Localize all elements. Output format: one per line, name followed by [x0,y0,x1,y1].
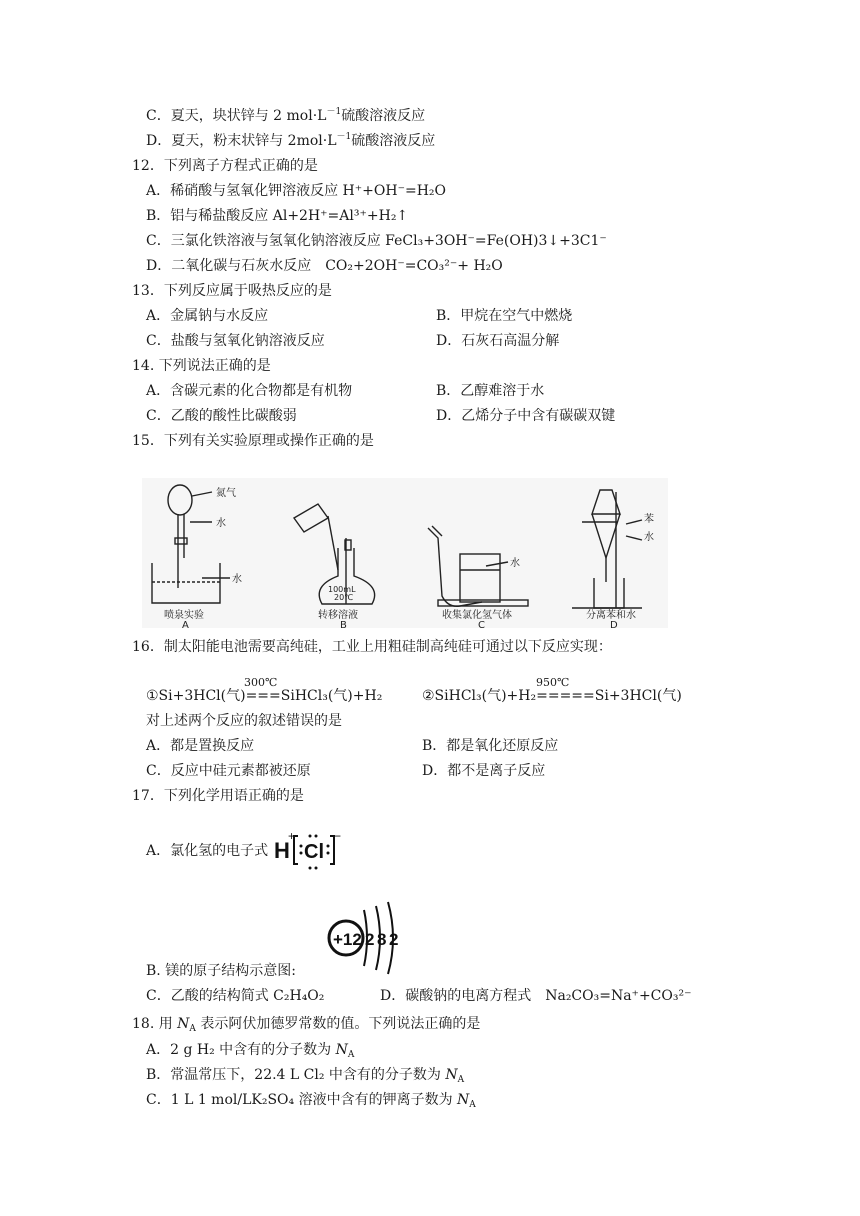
q13-stem: 13．下列反应属于吸热反应的是 [132,283,332,299]
q12-stem: 12．下列离子方程式正确的是 [132,158,318,174]
fig-d-label-water: 水 [644,532,654,543]
hcl-electron-formula-image [272,826,342,878]
q11-option-c: C．夏天，块状锌与 2 $mol\cdot L^{-1}$硫酸溶液反应 [146,107,426,124]
q12-option-a: A．稀硝酸与氢氧化钾溶液反应 H⁺+OH⁻=H₂O [146,183,446,199]
fig-d-letter: D [610,620,618,628]
q18-option-c: C．1 L 1 mol/LK₂SO₄ 溶液中含有的钾离子数为 $N_A$ [146,1092,476,1110]
q17-option-c: C．乙酸的结构简式 C₂H₄O₂ [146,988,325,1004]
hcl-minus-charge: − [334,829,342,843]
q13-option-a: A．金属钠与水反应 [146,308,269,324]
q15-stem: 15．下列有关实验原理或操作正确的是 [132,433,374,449]
mg-shell-1: 2 [365,930,375,949]
fig-c-label-water: 水 [510,558,520,569]
q16-subquestion: 对上述两个反应的叙述错误的是 [146,713,342,729]
q17-option-a: A．氯化氢的电子式 [146,843,269,859]
q16-reaction2-condition: 950℃ [536,676,570,689]
q18-option-a: A．2 g H₂ 中含有的分子数为 $N_A$ [146,1042,355,1060]
q16-reaction1: ①Si+3HCl(气)===SiHCl₃(气)+H₂ [146,688,383,704]
mg-shell-2: 8 [377,930,387,949]
q12-option-b: B．铝与稀盐酸反应 Al+2H⁺=Al³⁺+H₂↑ [146,208,409,224]
q11-option-d: D．夏天，粉末状锌与 $2mol\cdot L^{-1}$硫酸溶液反应 [146,132,436,149]
q14-option-c: C．乙酸的酸性比碳酸弱 [146,408,297,424]
q16-reaction1-condition: 300℃ [244,676,278,689]
q16-option-a: A．都是置换反应 [146,738,255,754]
fig-a-label-water1: 水 [216,518,226,529]
hcl-h-symbol: H [274,838,290,863]
q14-option-a: A．含碳元素的化合物都是有机物 [146,383,353,399]
q17-option-d: D．碳酸钠的电离方程式 Na₂CO₃=Na⁺+CO₃²⁻ [380,988,692,1004]
mg-nucleus-charge: +12 [333,930,362,949]
q14-option-d: D．乙烯分子中含有碳碳双键 [436,408,616,424]
q12-option-d: D．二氧化碳与石灰水反应 CO₂+2OH⁻=CO₃²⁻+ H₂O [146,258,503,274]
q17-option-b: B. 镁的原子结构示意图: [146,963,296,979]
fig-b-flask-temp: 20℃ [334,593,354,602]
mg-atom-structure-image [322,896,406,980]
q16-option-c: C．反应中硅元素都被还原 [146,763,311,779]
q13-option-c: C．盐酸与氢氧化钠溶液反应 [146,333,325,349]
fig-c-caption: 收集氯化氢气体 [442,610,512,621]
q13-option-b: B．甲烷在空气中燃烧 [436,308,573,324]
hcl-cl-symbol: Cl [304,841,324,863]
q16-reaction2: ②SiHCl₃(气)+H₂=====Si+3HCl(气) [422,688,682,704]
fig-b-caption: 转移溶液 [318,610,358,621]
fig-a-label-nitrogen: 氮气 [216,488,236,499]
hcl-plus-charge: + [288,829,296,843]
q15-apparatus-figure [142,478,668,628]
fig-a-letter: A [182,620,189,628]
q18-stem: 18. 用 $N_A$ 表示阿伏加德罗常数的值。下列说法正确的是 [132,1016,481,1034]
q16-option-b: B．都是氧化还原反应 [422,738,559,754]
q13-option-d: D．石灰石高温分解 [436,333,560,349]
q14-option-b: B．乙醇难溶于水 [436,383,545,399]
fig-a-caption: 喷泉实验 [164,610,204,621]
q18-option-b: B．常温常压下，22.4 L Cl₂ 中含有的分子数为 $N_A$ [146,1067,465,1085]
q14-stem: 14. 下列说法正确的是 [132,358,271,374]
q17-stem: 17．下列化学用语正确的是 [132,788,304,804]
q12-option-c: C．三氯化铁溶液与氢氧化钠溶液反应 FeCl₃+3OH⁻=Fe(OH)3↓+3C1⁻ [146,233,607,249]
fig-a-label-water2: 水 [232,574,242,585]
q16-stem: 16．制太阳能电池需要高纯硅，工业上用粗硅制高纯硅可通过以下反应实现： [132,639,612,655]
fig-d-caption: 分离苯和水 [586,610,636,621]
fig-b-flask-volume: 100mL [328,585,356,594]
mg-shell-3: 2 [389,930,399,949]
q16-option-d: D．都不是离子反应 [422,763,546,779]
fig-b-letter: B [340,620,347,628]
fig-c-letter: C [478,620,485,628]
fig-d-label-benzene: 苯 [644,514,654,525]
